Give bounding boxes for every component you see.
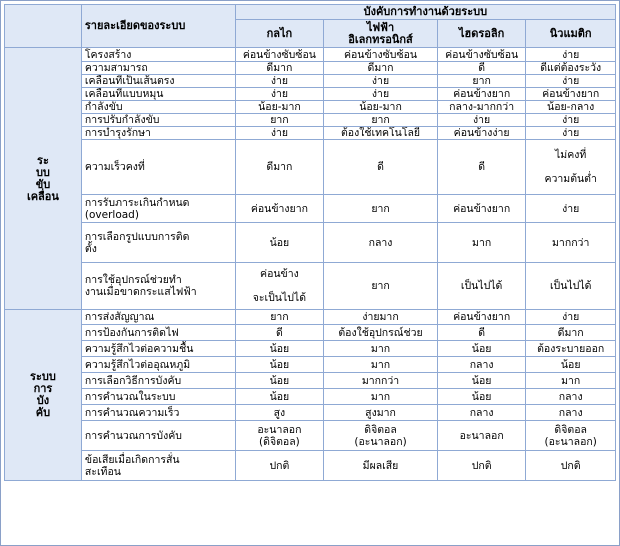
value-cell: ยาก — [324, 263, 438, 310]
value-cell: ดีมาก — [235, 62, 323, 75]
corner-cell — [5, 5, 82, 48]
system-comparison-table — [4, 4, 616, 481]
value-cell: ดี — [437, 62, 525, 75]
value-cell: น้อย-มาก — [235, 101, 323, 114]
value-cell: ยาก — [324, 114, 438, 127]
row-label: การรับภาระเกินกำหนด (overload) — [81, 195, 235, 223]
row-label: การใช้อุปกรณ์ช่วยทำ งานเมื่อขาดกระแสไฟฟ้า — [81, 263, 235, 310]
row-label: การเลือกวิธีการบังคับ — [81, 373, 235, 389]
value-cell: ดิจิตอล (อะนาลอก) — [324, 421, 438, 451]
row-label: การคำนวณความเร็ว — [81, 405, 235, 421]
value-cell: กลาง — [324, 223, 438, 263]
header-row-1 — [5, 5, 616, 20]
column-header: ไฟฟ้า อิเลกทรอนิกส์ — [324, 20, 438, 48]
table-row — [5, 310, 616, 325]
table-row — [5, 373, 616, 389]
row-label: ความสามารถ — [81, 62, 235, 75]
value-cell: กลาง — [526, 389, 616, 405]
value-cell: ง่าย — [235, 88, 323, 101]
row-label: การคำนวณในระบบ — [81, 389, 235, 405]
table-row — [5, 127, 616, 140]
value-cell: ต้องระบายออก — [526, 341, 616, 357]
value-cell: น้อย — [437, 373, 525, 389]
row-label: กำลังขับ — [81, 101, 235, 114]
value-cell: น้อย — [235, 223, 323, 263]
value-cell: ง่าย — [526, 75, 616, 88]
value-cell: น้อย-กลาง — [526, 101, 616, 114]
table-row — [5, 140, 616, 195]
value-cell: มาก — [324, 389, 438, 405]
value-cell: ดีมาก — [324, 62, 438, 75]
row-label: การปรับกำลังขับ — [81, 114, 235, 127]
value-cell: น้อย — [437, 389, 525, 405]
row-label: เคลื่อนที่เป็นเส้นตรง — [81, 75, 235, 88]
value-cell: ยาก — [324, 195, 438, 223]
group-header: บังคับการทำงานด้วยระบบ — [235, 5, 615, 20]
section-title: ระบบ การ บัง คับ — [5, 310, 82, 481]
row-label: การบำรุงรักษา — [81, 127, 235, 140]
value-cell: ง่าย — [526, 48, 616, 62]
table-row — [5, 451, 616, 481]
value-cell: ดีมาก — [526, 325, 616, 341]
value-cell: มาก — [526, 373, 616, 389]
column-header: ไฮดรอลิก — [437, 20, 525, 48]
section-title: ระ บบ ขับ เคลื่อน — [5, 48, 82, 310]
table-row — [5, 421, 616, 451]
value-cell: กลาง — [437, 405, 525, 421]
value-cell: ดี — [324, 140, 438, 195]
value-cell: สูง — [235, 405, 323, 421]
value-cell: ค่อนข้างซับซ้อน — [324, 48, 438, 62]
value-cell: ค่อนข้างซับซ้อน — [437, 48, 525, 62]
value-cell: ค่อนข้างยาก — [526, 88, 616, 101]
value-cell: ปกติ — [526, 451, 616, 481]
value-cell: ยาก — [437, 75, 525, 88]
value-cell: ค่อนข้างยาก — [437, 195, 525, 223]
value-cell: ยาก — [235, 310, 323, 325]
value-cell: น้อย — [437, 341, 525, 357]
value-cell: ค่อนข้างยาก — [437, 88, 525, 101]
value-cell: มาก — [324, 357, 438, 373]
value-cell: ดีมาก — [235, 140, 323, 195]
value-cell: มีผลเสีย — [324, 451, 438, 481]
value-cell: ง่าย — [526, 114, 616, 127]
value-cell: น้อย — [526, 357, 616, 373]
value-cell: ไม่คงที่ ความต้นต่ำ — [526, 140, 616, 195]
value-cell: ดี — [437, 140, 525, 195]
value-cell: น้อย — [235, 357, 323, 373]
value-cell: เป็นไปได้ — [437, 263, 525, 310]
table-row — [5, 263, 616, 310]
detail-header: รายละเอียดของระบบ — [81, 5, 235, 48]
value-cell: น้อย — [235, 373, 323, 389]
column-header: นิวแมติก — [526, 20, 616, 48]
table-row — [5, 88, 616, 101]
row-label: การคำนวณการบังคับ — [81, 421, 235, 451]
value-cell: กลาง — [437, 357, 525, 373]
value-cell: น้อย-มาก — [324, 101, 438, 114]
value-cell: ดิจิตอล (อะนาลอก) — [526, 421, 616, 451]
value-cell: น้อย — [235, 341, 323, 357]
value-cell: มากกว่า — [324, 373, 438, 389]
value-cell: ต้องใช้เทคโนโลยี — [324, 127, 438, 140]
value-cell: เป็นไปได้ — [526, 263, 616, 310]
value-cell: อะนาลอก — [437, 421, 525, 451]
row-label: ความรู้สึกไวต่ออุณหภูมิ — [81, 357, 235, 373]
value-cell: ดี — [235, 325, 323, 341]
table-row — [5, 341, 616, 357]
row-label: เคลื่อนที่แบบหมุน — [81, 88, 235, 101]
value-cell: มาก — [324, 341, 438, 357]
value-cell: ค่อนข้างยาก — [437, 310, 525, 325]
value-cell: กลาง — [526, 405, 616, 421]
value-cell: ง่าย — [526, 127, 616, 140]
row-label: ข้อเสียเมื่อเกิดการสั่น สะเทือน — [81, 451, 235, 481]
table-row — [5, 75, 616, 88]
table-row — [5, 325, 616, 341]
row-label: การป้องกันการติดไฟ — [81, 325, 235, 341]
value-cell: ค่อนข้างยาก — [235, 195, 323, 223]
table-row — [5, 357, 616, 373]
value-cell: กลาง-มากกว่า — [437, 101, 525, 114]
value-cell: ดีแต่ต้องระวัง — [526, 62, 616, 75]
row-label: ความรู้สึกไวต่อความชื้น — [81, 341, 235, 357]
value-cell: ง่าย — [526, 195, 616, 223]
column-header: กลไก — [235, 20, 323, 48]
value-cell: น้อย — [235, 389, 323, 405]
row-label: ความเร็วคงที่ — [81, 140, 235, 195]
value-cell: ค่อนข้างง่าย — [437, 127, 525, 140]
value-cell: ค่อนข้างซับซ้อน — [235, 48, 323, 62]
value-cell: ง่าย — [324, 88, 438, 101]
value-cell: ต้องใช้อุปกรณ์ช่วย — [324, 325, 438, 341]
value-cell: มากกว่า — [526, 223, 616, 263]
value-cell: ง่าย — [324, 75, 438, 88]
value-cell: ค่อนข้าง จะเป็นไปได้ — [235, 263, 323, 310]
table-row — [5, 48, 616, 62]
table-row — [5, 195, 616, 223]
value-cell: ดี — [437, 325, 525, 341]
table-row — [5, 223, 616, 263]
value-cell: ปกติ — [437, 451, 525, 481]
value-cell: ปกติ — [235, 451, 323, 481]
value-cell: ยาก — [235, 114, 323, 127]
value-cell: ง่าย — [526, 310, 616, 325]
value-cell: ง่าย — [235, 75, 323, 88]
row-label: การส่งสัญญาณ — [81, 310, 235, 325]
table-row — [5, 62, 616, 75]
table-row — [5, 405, 616, 421]
row-label: โครงสร้าง — [81, 48, 235, 62]
table-row — [5, 101, 616, 114]
value-cell: สูงมาก — [324, 405, 438, 421]
value-cell: ง่ายมาก — [324, 310, 438, 325]
row-label: การเลือกรูปแบบการติด ตั้ง — [81, 223, 235, 263]
value-cell: มาก — [437, 223, 525, 263]
table-row — [5, 389, 616, 405]
value-cell: ง่าย — [235, 127, 323, 140]
value-cell: ง่าย — [437, 114, 525, 127]
table-row — [5, 114, 616, 127]
value-cell: อะนาลอก (ดิจิตอล) — [235, 421, 323, 451]
